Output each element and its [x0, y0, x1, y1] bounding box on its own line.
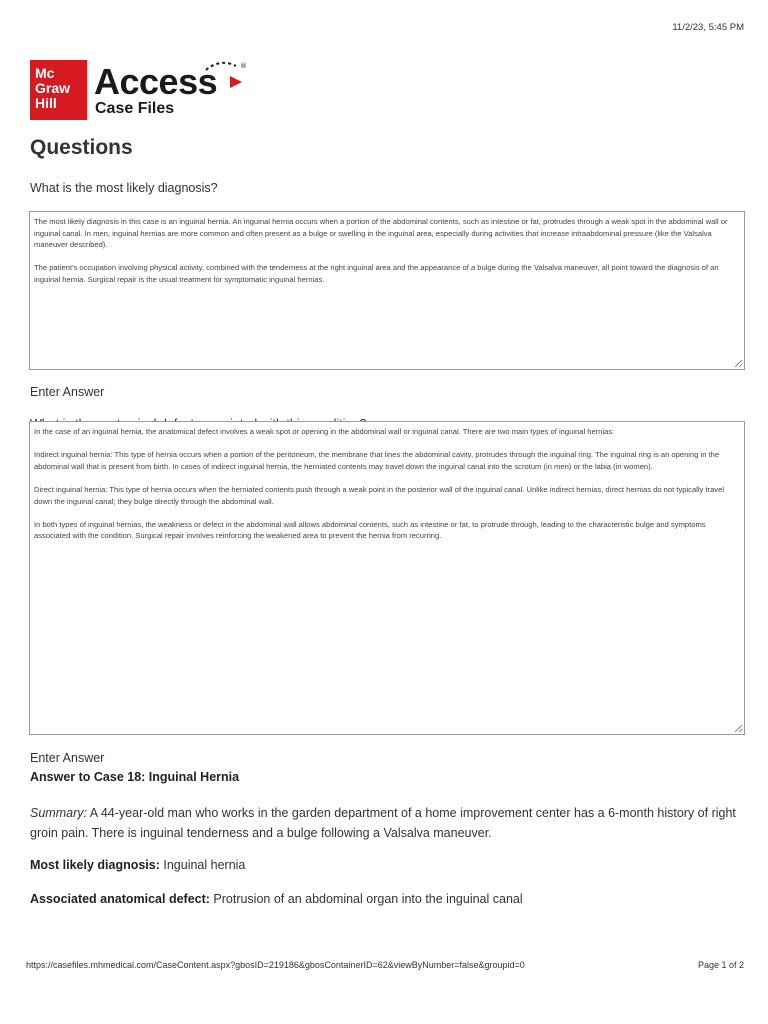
resize-handle-icon[interactable] [735, 360, 742, 367]
answer-textarea[interactable] [29, 211, 745, 370]
resize-handle-icon[interactable] [735, 725, 742, 732]
answer-textarea[interactable] [29, 421, 745, 735]
diagnosis-line [30, 858, 245, 872]
defect-line [30, 892, 523, 906]
logo-product-name: Access [94, 61, 218, 102]
logo-mh-line: Mc [35, 65, 55, 81]
print-timestamp: 11/2/23, 5:45 PM [672, 22, 744, 33]
logo-subproduct-name: Case Files [95, 100, 175, 117]
page-title: Questions [30, 136, 133, 159]
answer-paragraph: Direct inguinal hernia: This type of hernia occurs when the herniated contents push through a weak point in the posterior wall of the inguinal canal. Unlike indirect hernias, direct hernias do not typically travel down the inguinal canal; they bulge directly through the abdominal wall. [34, 484, 725, 506]
case-summary [30, 803, 742, 843]
registered-mark: ® [240, 62, 247, 70]
answer-paragraph: In the case of an inguinal hernia, the anatomical defect involves a weak spot or opening in the abdominal wall or inguinal canal. There are two main types of inguinal hernias: [34, 427, 615, 436]
answer-paragraph: The patient's occupation involving physical activity, combined with the tenderness at the right inguinal area and the appearance of a bulge during the Valsalva maneuver, all point toward the diagnosis of an inguinal hernia. Surgical repair is the usual treatment for symptomatic inguinal hernias. [34, 263, 719, 284]
answer-paragraph: Indirect inguinal hernia: This type of hernia occurs when a portion of the peritoneum, the membrane that lines the abdominal cavity, protrudes through the inguinal ring. The inguinal ring is an opening in the abdominal wall that is present from birth. In cases of indirect inguinal hernia, the herniated contents may travel down the inguinal canal into the scrotum (in men) or the labia (in women). [34, 450, 720, 471]
logo-mh-line: Graw [35, 80, 71, 96]
defect-key: Associated anatomical defect: [30, 892, 210, 906]
mcgraw-hill-logo-box [30, 60, 87, 120]
summary-text: A 44-year-old man who works in the garden department of a home improvement center has a 6-month history of right groin pain. There is inguinal tenderness and a bulge following a Valsalva maneuver. [30, 806, 736, 840]
answer-paragraph: In both types of inguinal hernias, the weakness or defect in the abdominal wall allows abdominal contents, such as intestine or fat, to protrude through, leading to the characteristic bulge and symptoms associated with the condition. Surgical repair involves reinforcing the weakened area to prevent the hernia from recurring. [34, 519, 706, 541]
question-label: What is the most likely diagnosis? [30, 181, 218, 195]
case-answer-heading: Answer to Case 18: Inguinal Hernia [30, 770, 240, 784]
access-arrow-icon [202, 60, 250, 100]
defect-value: Protrusion of an abdominal organ into the inguinal canal [209, 892, 523, 906]
footer-url: https://casefiles.mhmedical.com/CaseContent.aspx?gbosID=219186&gbosContainerID=62&viewByNumber=false&groupid=0 [26, 960, 525, 970]
diagnosis-value: Inguinal hernia [159, 858, 246, 872]
logo-mh-line: Hill [35, 95, 57, 111]
enter-answer-label[interactable]: Enter Answer [30, 385, 105, 399]
answer-paragraph: The most likely diagnosis in this case is an inguinal hernia. An inguinal hernia occurs when a portion of the abdominal contents, such as intestine or fat, protrudes through a weak spot in the abdominal wall or inguinal canal. In men, inguinal hernias are more common and often present as a bulge or swelling in the inguinal area, especially during activities that increase intraabdominal pressure (like the Valsalva maneuver described). [34, 217, 728, 250]
diagnosis-key: Most likely diagnosis: [30, 858, 160, 872]
page-number: Page 1 of 2 [697, 960, 744, 970]
mcgraw-hill-access-logo[interactable] [30, 60, 250, 120]
enter-answer-label[interactable]: Enter Answer [30, 751, 105, 765]
summary-lead: Summary: [30, 806, 87, 820]
